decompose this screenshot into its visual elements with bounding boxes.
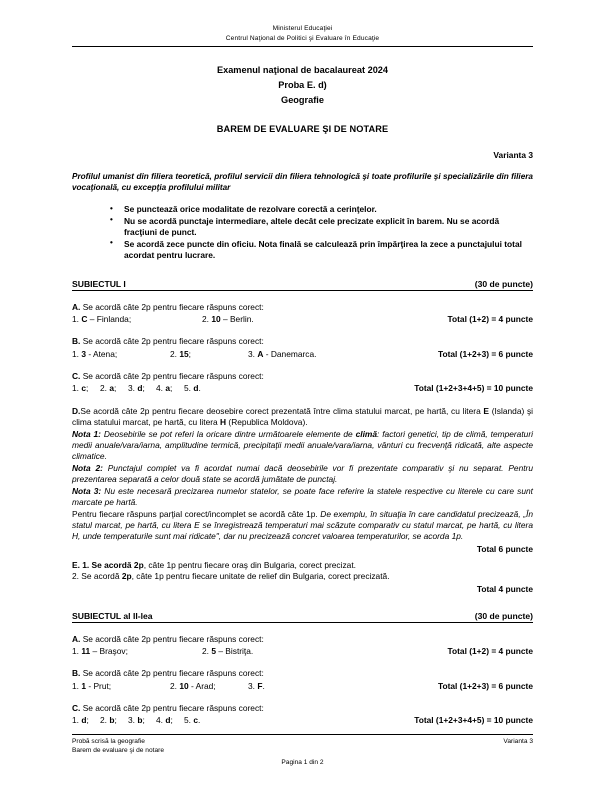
footer-left [72, 737, 164, 756]
answer-rest: - Atena; [86, 348, 118, 359]
answer-number: 3. [248, 348, 255, 359]
footer-exam-label: Probă scrisă la geografie [72, 738, 145, 745]
group-intro [72, 336, 533, 347]
page-footer [72, 734, 533, 766]
answer-rest: - Arad; [188, 680, 216, 691]
block-d-intro-b: (Islanda) şi clima statului marcat, pe hartă, cu litera [72, 405, 534, 428]
group-total: Total (1+2+3) = 6 puncte [437, 680, 533, 691]
exam-title-line-2: Proba E. d) [278, 80, 327, 90]
answer-item [72, 681, 170, 692]
answer-value: 10 [211, 314, 221, 325]
answer-item [202, 314, 254, 325]
answer-item [72, 715, 100, 726]
answer-value: b [137, 715, 143, 726]
partial-example: De exemplu, în situaţia în care candidatul precizează, „În statul marcat, pe hartă, cu litera E se înregistrează temperaturi mai scăzute comparativ cu statul marcat, pe hartă, cu litera H, unde temperaturile sunt mai ridicate", dar nu precizează concret valoarea temperaturilor, se acorda 1p. [72, 508, 533, 542]
answer-value: b [109, 715, 115, 726]
answer-rest: - Danemarca. [263, 348, 317, 359]
group-intro-text: Se acordă câte 2p pentru fiecare răspuns corect: [82, 336, 264, 347]
answer-rest: . [262, 680, 265, 691]
block-d-total: Total 6 puncte [476, 543, 533, 554]
variant-label: Varianta 3 [493, 149, 533, 160]
group-intro [72, 302, 533, 313]
answers-row [72, 383, 533, 394]
answer-number: 1. [72, 715, 79, 726]
block-e-points-1: 2p [133, 559, 144, 570]
answer-item [72, 383, 100, 394]
answer-value: a [165, 383, 170, 394]
answers-row [72, 715, 533, 726]
answer-number: 3. [128, 715, 135, 726]
answer-value: F [257, 680, 263, 691]
group-label: B. [72, 336, 81, 347]
block-e-line-1-c: , câte 1p pentru fiecare oraş din Bulgaria, corect precizat. [143, 559, 356, 570]
nota-1-text-a: Deosebirile se pot referi la oricare dintre următoarele elemente de [100, 428, 356, 439]
nota-3-text: Nu este necesară precizarea numelor statelor, se poate face referire la statele respective cu literele cu care sunt marcate pe hartă. [72, 485, 533, 508]
answer-rest: . [198, 383, 201, 394]
answer-rest: . [198, 715, 201, 726]
answer-item [184, 715, 200, 726]
footer-variant: Varianta 3 [503, 738, 533, 745]
answer-item [170, 681, 248, 692]
group-label: D. [72, 405, 81, 416]
answer-item [128, 383, 156, 394]
answer-value: 15 [179, 348, 189, 359]
group-intro [72, 668, 533, 679]
exam-title-line-1: Examenul naţional de bacalaureat 2024 [216, 65, 389, 76]
group-label: A. [72, 633, 81, 644]
answer-item [156, 383, 184, 394]
answer-number: 5. [184, 383, 191, 394]
answer-rest: – Berlin. [220, 314, 254, 325]
letter-h: H [220, 417, 227, 428]
subject-1-title: SUBIECTUL I [72, 278, 126, 289]
answer-number: 1. [72, 680, 79, 691]
nota-1-keyword: climă [355, 428, 377, 439]
answer-number: 4. [156, 715, 163, 726]
answer-rest: ; [142, 383, 145, 394]
block-e-line-1 [72, 560, 533, 571]
answer-value: 5 [211, 645, 216, 656]
block-e-total: Total 4 puncte [476, 583, 533, 594]
answer-value: 11 [81, 645, 91, 656]
subject-1-points: (30 de puncte) [474, 278, 533, 289]
header-divider [72, 46, 533, 47]
institution-header [72, 0, 533, 43]
answer-item [72, 349, 170, 360]
answer-group-1e [72, 560, 533, 594]
group-label: B. [72, 668, 81, 679]
answers-row [72, 681, 533, 692]
answer-item [72, 314, 202, 325]
answer-number: 2. [202, 645, 209, 656]
block-e-line-2-a: 2. Se acordă [72, 571, 122, 582]
answer-item [202, 646, 253, 657]
answer-rest: ; [142, 715, 145, 726]
answers-row [72, 349, 533, 360]
ministry-line-1: Ministerul Educaţiei [272, 25, 333, 32]
profile-note: Profilul umanist din filiera teoretică, profilul servicii din filiera tehnologică şi toate profilurile şi specializările din filiera vocaţională, cu excepţia profilului militar [72, 171, 533, 193]
block-e-points-2: 2p [121, 571, 132, 582]
answer-number: 4. [156, 383, 163, 394]
group-intro [72, 703, 533, 714]
answer-value: A [257, 348, 264, 359]
scoring-rules-list [72, 204, 533, 262]
answer-item [184, 383, 201, 394]
answer-number: 5. [184, 715, 191, 726]
block-e-line-1-a: E. 1. Se acordă [72, 559, 134, 570]
group-total: Total (1+2+3) = 6 puncte [437, 348, 533, 359]
letter-e: E [483, 405, 490, 416]
answer-group-2b [72, 668, 533, 692]
answer-value: 10 [179, 680, 189, 691]
nota-1-text-b: : factori genetici, tip de climă, temperaturi medii anuale/vara/iarna, amplitudine termică, precipitaţii medii anuale/vara/iarna, vânturi cu frecvenţă ridicată, alte aspecte climatice. [72, 428, 533, 462]
answer-item [170, 349, 248, 360]
ministry-line-2: Centrul Naţional de Politici şi Evaluare în Educaţie [225, 34, 380, 42]
answer-number: 2. [100, 383, 107, 394]
group-label: C. [72, 371, 81, 382]
answer-rest: – Finlanda; [87, 314, 132, 325]
group-intro [72, 371, 533, 382]
block-e-line-2-c: , câte 1p pentru fiecare unitate de relief din Bulgaria, corect precizată. [131, 571, 390, 582]
answer-group-2c [72, 703, 533, 727]
group-label: A. [72, 301, 81, 312]
answer-value: 3 [81, 348, 86, 359]
block-e-line-2 [72, 571, 533, 582]
block-d-intro-a: Se acordă câte 2p pentru fiecare deosebire corect prezentată între clima statului marcat, pe hartă, cu litera [80, 405, 484, 416]
answer-number: 3. [248, 680, 255, 691]
group-intro [72, 634, 533, 645]
answer-group-1b [72, 336, 533, 360]
subject-2-title: SUBIECTUL al II-lea [72, 610, 153, 621]
answer-value: C [81, 314, 88, 325]
group-total: Total (1+2+3+4+5) = 10 puncte [414, 715, 533, 726]
answer-number: 3. [128, 383, 135, 394]
subject-1-heading [72, 279, 533, 291]
page-number: Pagina 1 din 2 [281, 758, 324, 766]
subject-2-heading [72, 611, 533, 623]
document-content [72, 0, 533, 727]
answer-group-2a [72, 634, 533, 658]
answer-rest: – Bistriţa. [216, 645, 254, 656]
answer-item [128, 715, 156, 726]
exam-title-block [72, 63, 533, 108]
answer-rest: ; [114, 715, 117, 726]
answer-value: a [109, 383, 114, 394]
block-d-nota-2 [72, 463, 533, 486]
answer-value: d [81, 715, 87, 726]
barem-title: BAREM DE EVALUARE ŞI DE NOTARE [216, 123, 389, 134]
block-d-intro [72, 406, 533, 429]
subject-2-points: (30 de puncte) [474, 610, 533, 621]
answer-rest: – Braşov; [90, 645, 128, 656]
answer-value: d [193, 383, 199, 394]
exam-title-line-3: Geografie [281, 94, 324, 105]
answer-value: 1 [81, 680, 86, 691]
answer-number: 2. [202, 314, 209, 325]
answer-item [248, 349, 316, 360]
answer-number: 2. [170, 680, 177, 691]
list-item: • Nu se acordă punctaje intermediare, altele decât cele precizate explicit în barem. Nu se acordă fracţiuni de punct. [110, 216, 533, 239]
list-item: • Se acordă zece puncte din oficiu. Nota finală se calculează prin împărţirea la zece a punctajului total acordat pentru lucrare. [110, 239, 533, 262]
answer-value: d [165, 715, 171, 726]
answer-rest: ; [114, 383, 117, 394]
answer-rest: ; [86, 383, 89, 394]
answer-number: 1. [72, 314, 79, 325]
answer-item [156, 715, 184, 726]
group-label: C. [72, 703, 81, 714]
group-total: Total (1+2) = 4 puncte [447, 314, 533, 325]
partial-text: Pentru fiecare răspuns parţial corect/incomplet se acordă câte 1p. [72, 508, 321, 519]
footer-columns [72, 737, 533, 756]
answer-rest: ; [188, 348, 191, 359]
answer-number: 2. [100, 715, 107, 726]
answer-item [100, 383, 128, 394]
answer-item [248, 681, 265, 692]
group-intro-text: Se acordă câte 2p pentru fiecare răspuns corect: [82, 633, 264, 644]
nota-1-label: Nota 1: [72, 428, 101, 439]
group-intro-text: Se acordă câte 2p pentru fiecare răspuns corect: [82, 668, 264, 679]
block-d-intro-c: (Republica Moldova). [226, 417, 308, 428]
group-intro-text: Se acordă câte 2p pentru fiecare răspuns corect: [82, 703, 264, 714]
answer-group-1c [72, 371, 533, 395]
group-intro-text: Se acordă câte 2p pentru fiecare răspuns corect: [82, 371, 264, 382]
footer-barem-label: Barem de evaluare şi de notare [72, 747, 165, 755]
block-d-partial [72, 509, 533, 543]
answers-row [72, 314, 533, 325]
group-total: Total (1+2) = 4 puncte [447, 645, 533, 656]
group-total: Total (1+2+3+4+5) = 10 puncte [414, 383, 533, 394]
answer-value: c [81, 383, 86, 394]
answer-item [100, 715, 128, 726]
nota-2-text: Punctajul complet va fi acordat numai dacă deosebirile vor fi prezentate comparativ şi nu separat. Pentru prezentarea separată a celor două state se acordă jumătate de punctaj. [72, 462, 533, 485]
nota-3-label: Nota 3: [72, 485, 102, 496]
answer-rest: ; [86, 715, 89, 726]
answer-rest: - Prut; [86, 680, 112, 691]
answer-item [72, 646, 202, 657]
answers-row [72, 646, 533, 657]
answer-number: 1. [72, 383, 79, 394]
answer-group-1a [72, 302, 533, 326]
answer-rest: ; [170, 383, 173, 394]
list-item: • Se punctează orice modalitate de rezolvare corectă a cerinţelor. [110, 204, 533, 216]
nota-2-label: Nota 2: [72, 462, 103, 473]
answer-group-1d [72, 406, 533, 554]
answer-number: 1. [72, 645, 79, 656]
answer-number: 1. [72, 348, 79, 359]
block-d-nota-3 [72, 486, 533, 509]
answer-value: d [137, 383, 143, 394]
answer-rest: ; [170, 715, 173, 726]
answer-value: c [193, 715, 198, 726]
answer-number: 2. [170, 348, 177, 359]
block-d-nota-1 [72, 429, 533, 463]
group-intro-text: Se acordă câte 2p pentru fiecare răspuns corect: [82, 301, 264, 312]
